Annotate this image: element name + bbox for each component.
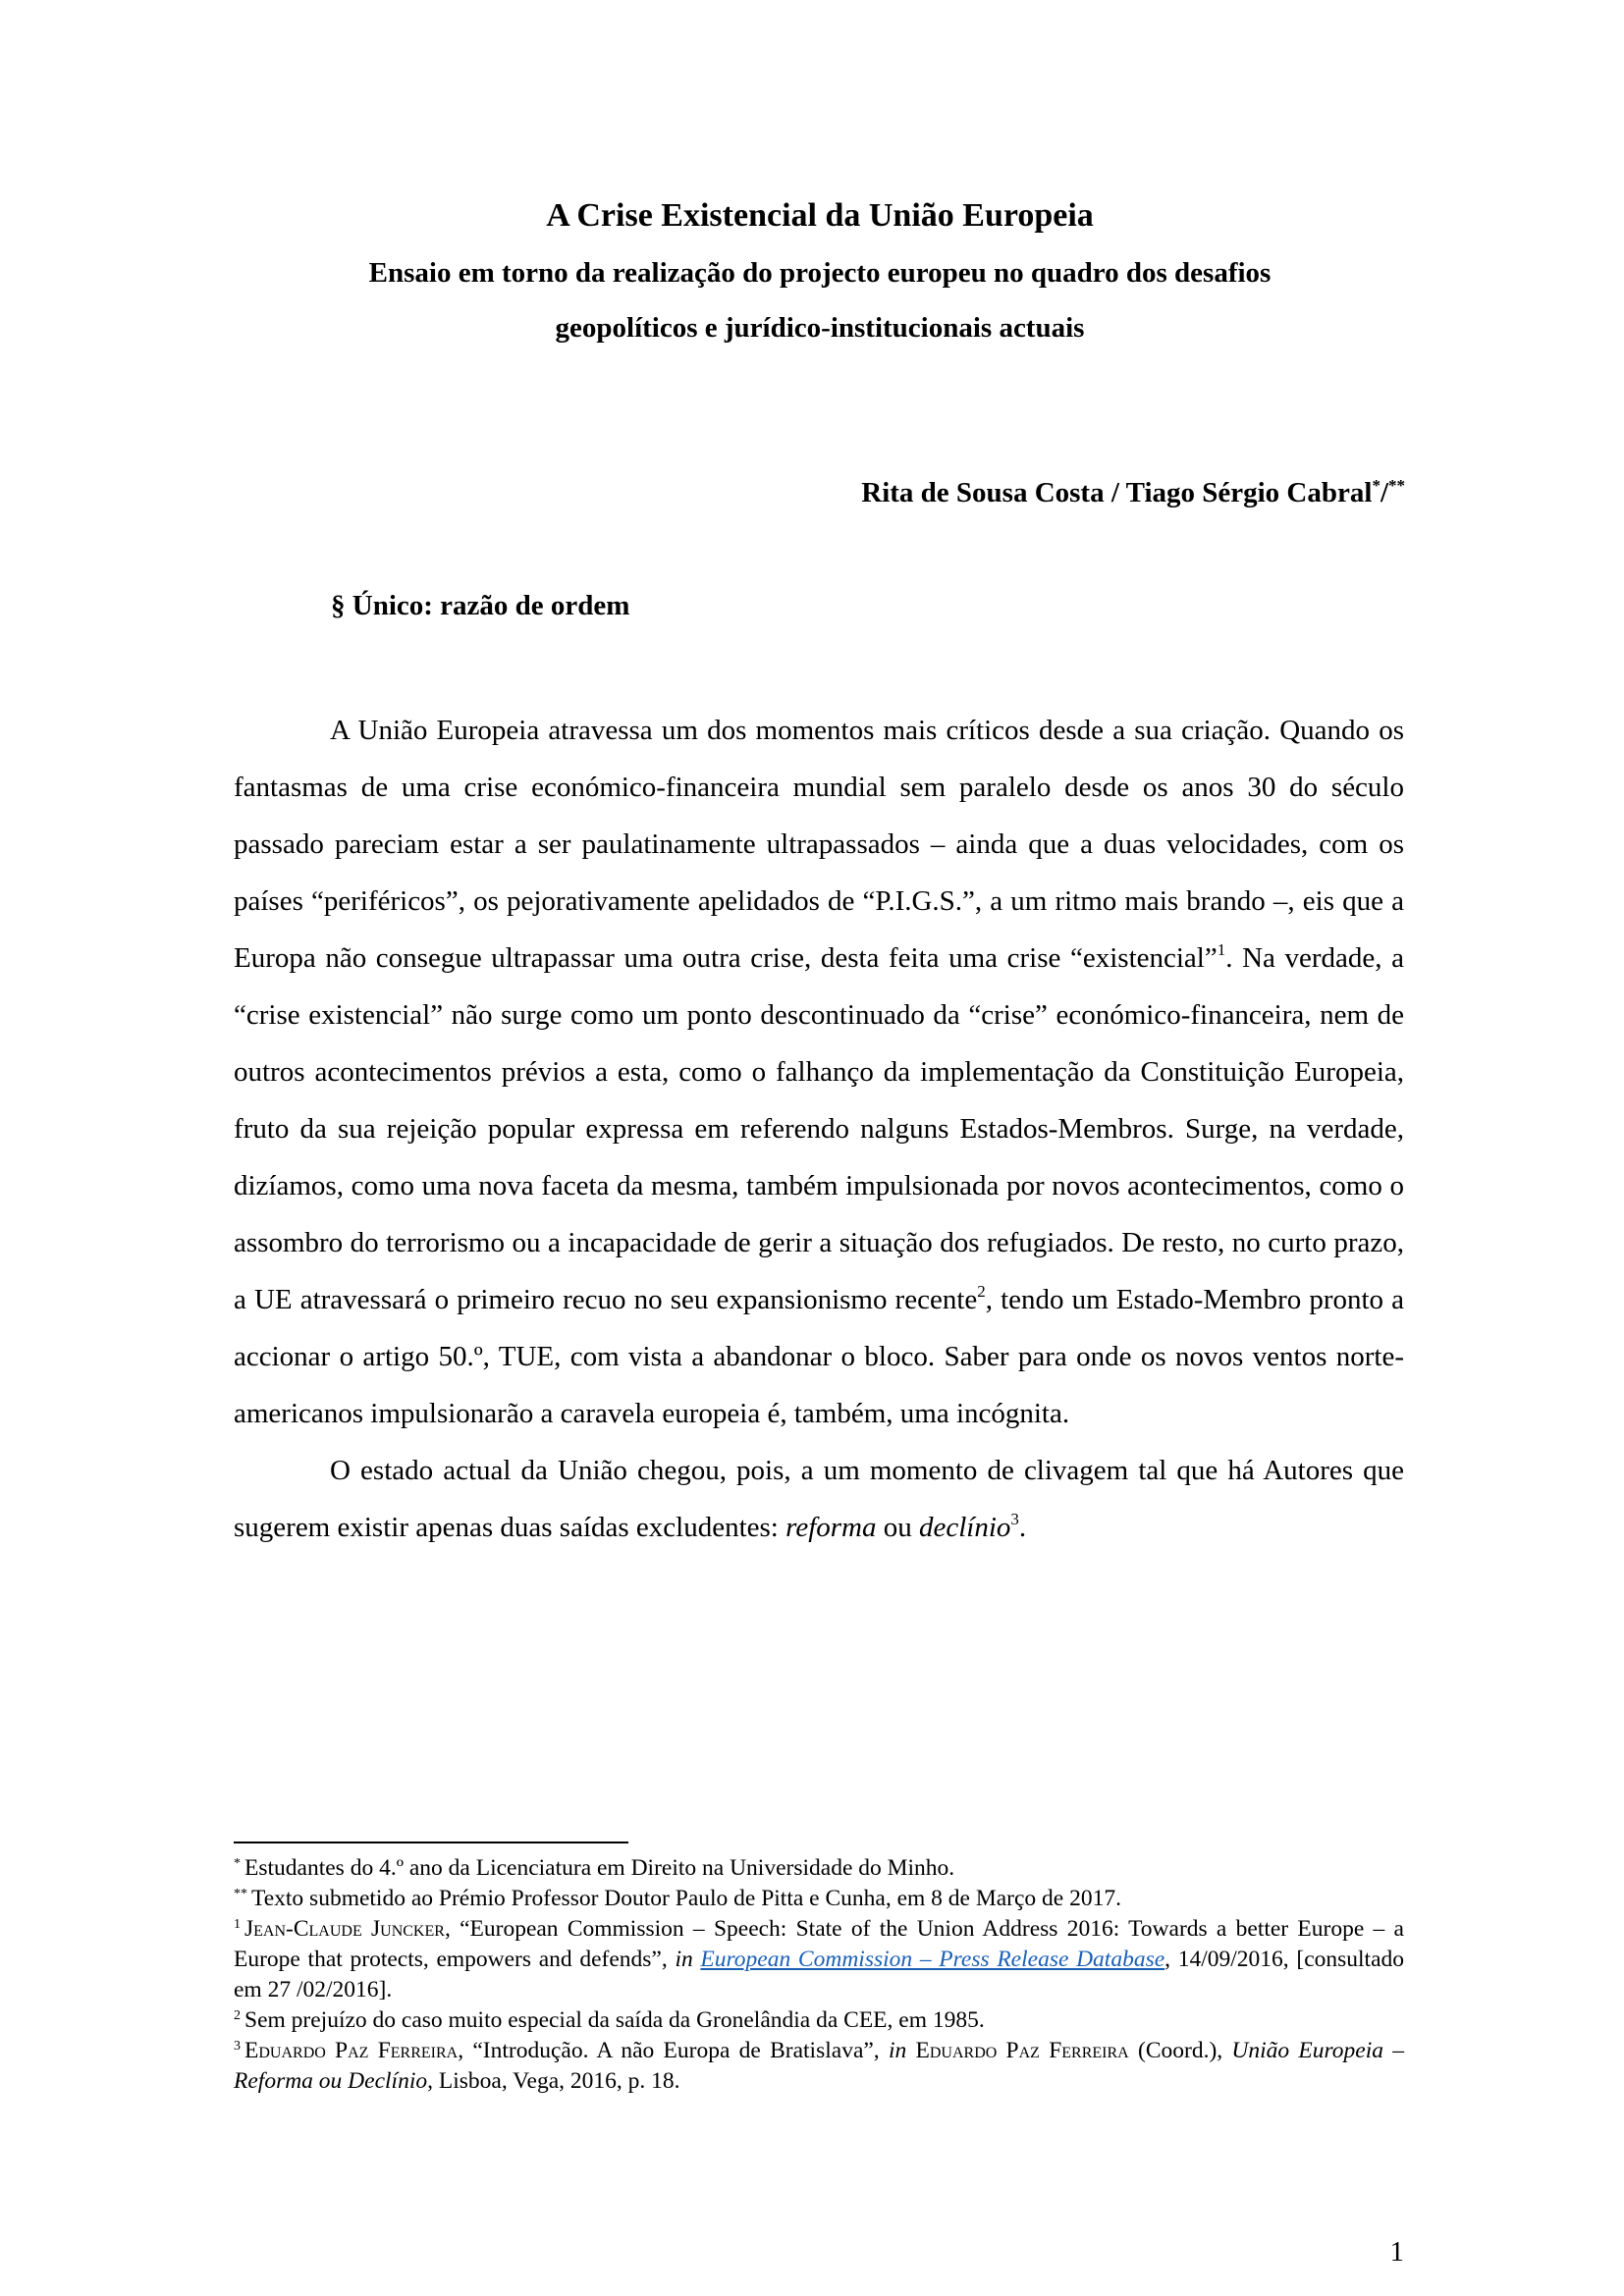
- paragraph-2-end: .: [1018, 1512, 1027, 1543]
- emphasis-reforma: reforma: [785, 1512, 877, 1543]
- footnote-2-text: Sem prejuízo do caso muito especial da saída da Gronelândia da CEE, em 1985.: [244, 2007, 985, 2033]
- footnote-1-mark: 1: [234, 1917, 241, 1932]
- author-names: Rita de Sousa Costa / Tiago Sérgio Cabral: [861, 477, 1373, 508]
- footnote-ref-2[interactable]: 2: [977, 1282, 986, 1301]
- author-footnote-mark-2[interactable]: **: [1388, 476, 1405, 495]
- footnote-1-text-a: , “European Commission – Speech: State of the Union Address 2016: Towards a better Europe – a Europe that protects, empowers and defends”,: [234, 1916, 1404, 1972]
- footnote-2: [234, 2005, 1404, 2036]
- footnotes: [234, 1853, 1404, 2097]
- footnote-1-author: Jean-Claude Juncker: [244, 1916, 445, 1942]
- footnote-3-text-a: , “Introdução. A não Europa de Bratislava”,: [458, 2038, 889, 2063]
- footnote-double-star-mark: **: [234, 1887, 247, 1901]
- footnote-3-mark: 3: [234, 2039, 241, 2054]
- footnote-1: [234, 1914, 1404, 2005]
- paragraph-2-part-a: O estado actual da União chegou, pois, a um momento de clivagem tal que há Autores que sugerem existir apenas duas saídas excludentes:: [234, 1455, 1404, 1543]
- author-line: [861, 477, 1405, 509]
- footnote-3-author-2: Eduardo Paz Ferreira: [915, 2038, 1129, 2063]
- footnote-double-star-text: Texto submetido ao Prémio Professor Doutor Paulo de Pitta e Cunha, em 8 de Março de 2017.: [251, 1886, 1121, 1911]
- footnote-ref-1[interactable]: 1: [1217, 940, 1226, 959]
- author-footnote-mark-1[interactable]: *: [1372, 476, 1380, 495]
- section-heading: § Único: razão de ordem: [331, 590, 630, 621]
- footnote-1-link[interactable]: European Commission – Press Release Database: [700, 1947, 1165, 1972]
- footnote-star-mark: *: [234, 1856, 241, 1871]
- title-block: [236, 187, 1404, 355]
- footnote-3-text-c: , Lisboa, Vega, 2016, p. 18.: [427, 2068, 680, 2094]
- author-separator: /: [1380, 477, 1388, 508]
- footnote-3-text-b: (Coord.),: [1128, 2038, 1232, 2063]
- paper-title: A Crise Existencial da União Europeia: [546, 197, 1094, 234]
- footnote-3-author: Eduardo Paz Ferreira: [244, 2038, 459, 2063]
- footnote-3-book: União Europeia – Reforma ou Declínio: [234, 2038, 1405, 2094]
- footnote-double-star: [234, 1884, 1404, 1914]
- page-number: 1: [1389, 2236, 1404, 2268]
- paragraph-1-part-c: , tendo um Estado-Membro pronto a accionar o artigo 50.º, TUE, com vista a abandonar o bloco. Saber para onde os novos ventos norte-americanos impulsionarão a caravela europeia é, também, uma incógnita.: [234, 1284, 1405, 1429]
- paragraph-1-part-a: A União Europeia atravessa um dos momentos mais críticos desde a sua criação. Quando os fantasmas de uma crise económico-financeira mundial sem paralelo desde os anos 30 do século passado pareciam estar a ser paulatinamente ultrapassados – ainda que a duas velocidades, com os países “periféricos”, os pejorativamente apelidados de “P.I.G.S.”, a um ritmo mais brando –, eis que a Europa não consegue ultrapassar uma outra crise, desta feita uma crise “existencial”: [234, 715, 1404, 974]
- footnote-1-text-b: , 14/09/2016, [consultado em 27 /02/2016].: [234, 1947, 1405, 2002]
- footnote-3: [234, 2036, 1404, 2097]
- paper-subtitle-line-2: geopolíticos e jurídico-institucionais actuais: [555, 312, 1085, 344]
- footnote-2-mark: 2: [234, 2008, 241, 2023]
- paragraph-1-part-b: . Na verdade, a “crise existencial” não surge como um ponto descontinuado da “crise” económico-financeira, nem de outros acontecimentos prévios a esta, como o falhanço da implementação da Constituição Europeia, fruto da sua rejeição popular expressa em referendo nalguns Estados-Membros. Surge, na verdade, dizíamos, como uma nova faceta da mesma, também impulsionada por novos acontecimentos, como o assombro do terrorismo ou a incapacidade de gerir a situação dos refugiados. De resto, no curto prazo, a UE atravessará o primeiro recuo no seu expansionismo recente: [234, 942, 1404, 1315]
- footnote-star-text: Estudantes do 4.º ano da Licenciatura em Direito na Universidade do Minho.: [244, 1855, 955, 1881]
- paragraph-2: [234, 1442, 1404, 1556]
- footnote-ref-3[interactable]: 3: [1010, 1510, 1019, 1528]
- footnote-1-in: in: [675, 1947, 693, 1972]
- emphasis-declinio: declínio: [918, 1512, 1011, 1543]
- paragraph-2-connector: ou: [876, 1512, 919, 1543]
- footnote-separator: [234, 1842, 628, 1843]
- body-text: [234, 702, 1404, 1556]
- paper-subtitle-line-1: Ensaio em torno da realização do projecto europeu no quadro dos desafios: [368, 257, 1272, 289]
- paragraph-1: [234, 702, 1404, 1442]
- footnote-3-in: in: [888, 2038, 907, 2063]
- footnote-star: [234, 1853, 1404, 1884]
